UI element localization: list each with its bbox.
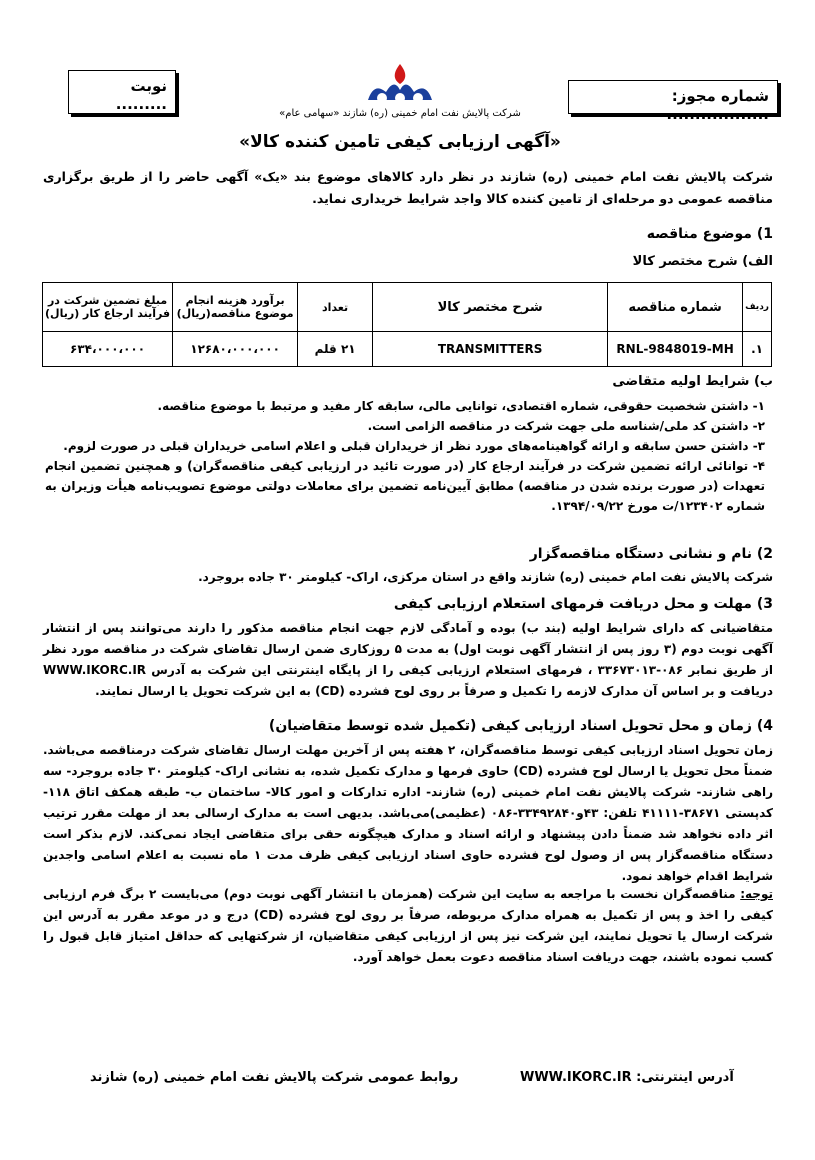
note-label: توجه: [740,887,773,901]
section1-subheading: الف) شرح مختصر کالا [632,254,773,269]
col-qty: تعداد [298,283,373,332]
section1-heading: 1) موضوع مناقصه [646,226,773,242]
company-name: شرکت پالایش نفت امام خمینی (ره) شازند «سهامی عام» [279,108,521,119]
list-item: ۳- داشتن حسن سابقه و ارائه گواهینامه‌های مورد نظر از خریداران قبلی و اعلام اسامی خریداران قبلی در صورت لزوم. [63,439,765,453]
footer-public-relations: روابط عمومی شرکت پالایش نفت امام خمینی (ره) شازند [90,1070,459,1085]
goods-table [42,282,772,367]
footer-website: آدرس اینترنتی: WWW.IKORC.IR [520,1070,734,1085]
company-logo [340,60,460,110]
list-item: ۱- داشتن شخصیت حقوقی، شماره اقتصادی، توانایی مالی، سابقه کار مفید و مرتبط با موضوع مناقصه. [157,399,765,413]
cell-row: ۱. [743,332,772,367]
col-guarantee: مبلغ تضمین شرکت در فرآیند ارجاع کار (ریال) [43,283,173,332]
cell-guarantee: ۶۳۴،۰۰۰،۰۰۰ [43,332,173,367]
permit-number-label: شماره مجوز: .................. [666,87,769,123]
turn-label: نوبت ......... [115,77,167,113]
section2-text: شرکت پالایش نفت امام خمینی (ره) شازند واقع در استان مرکزی، اراک- کیلومتر ۳۰ جاده بروجرد. [198,570,773,584]
cell-qty: ۲۱ قلم [298,332,373,367]
note-text: مناقصه‌گران نخست با مراجعه به سایت این شرکت (همزمان با انتشار آگهی نوبت دوم) می‌بایست ۲ برگ فرم ارزیابی کیفی را اخذ و پس از تکمیل به همراه مدارک مربوطه، صرفاً بر روی لوح فشرده (CD) درج و در موعد مقرر به آدرس این شرکت ارسال یا تحویل نمایند، این شرکت نیز پس از ارزیابی کیفی متقاضیان، از شرکتهایی که حداقل امتیاز قابل قبول را کسب نموده باشند، جهت دریافت اسناد مناقصه دعوت بعمل خواهد آورد. [43,887,773,964]
list-item: ۲- داشتن کد ملی/شناسه ملی جهت شرکت در مناقصه الزامی است. [367,419,765,433]
permit-number-box [568,80,778,123]
section3-heading: 3) مهلت و محل دریافت فرمهای استعلام ارزیابی کیفی [393,596,773,612]
col-row: ردیف [743,283,772,332]
cell-description: TRANSMITTERS [373,332,608,367]
page-title: «آگهی ارزیابی کیفی تامین کننده کالا» [239,132,561,152]
table-row [43,332,772,367]
col-estimate: برآورد هزینه انجام موضوع مناقصه(ریال) [173,283,298,332]
list-item: ۴- توانائی ارائه تضمین شرکت در فرآیند ارجاع کار (در صورت تائید در ارزیابی کیفی مناقصه‌گران) و همچنین تضمین انجام تعهدات (در صورت برنده شدن در مناقصه) مطابق آیین‌نامه تضمین برای معاملات دولتی موضوع تصویب‌نامه هیأت وزیران به شماره ۱۲۳۴۰۲/ت مورخ ۱۳۹۴/۰۹/۲۲. [45,459,765,513]
section3-text: متقاضیانی که دارای شرایط اولیه (بند ب) بوده و آمادگی لازم جهت انجام مناقصه مذکور را دارند می‌توانند پس از انتشار آگهی نوبت دوم (۳ روز پس از انتشار آگهی نوبت اول) به مدت ۵ روزکاری ضمن ارسال تقاضای شرکت در مناقصه مورد نظر از طریق نمابر ۰۸۶-۳۳۶۷۳۰۱۳ ، فرمهای استعلام ارزیابی کیفی را از پایگاه اینترنتی این شرکت به آدرس WWW.IKORC.IR دریافت و بر اساس آن مدارک لازمه را تکمیل و صرفاً بر روی لوح فشرده (CD) به این شرکت تحویل یا ارسال نمایند. [43,621,773,698]
section2-heading: 2) نام و نشانی دستگاه مناقصه‌گزار [529,546,773,562]
turn-box [68,70,176,114]
conditions-list [45,396,765,516]
conditions-heading: ب) شرایط اولیه متقاضی [612,374,773,389]
col-tender-no: شماره مناقصه [608,283,743,332]
cell-tender-no: RNL-9848019-MH [608,332,743,367]
intro-paragraph: شرکت پالایش نفت امام خمینی (ره) شازند در نظر دارد کالاهای موضوع بند «یک» آگهی حاضر را از طریق برگزاری مناقصه عمومی دو مرحله‌ای از تامین کننده کالا واجد شرایط خریداری نماید. [43,169,773,206]
note [43,884,773,968]
section4-text: زمان تحویل اسناد ارزیابی کیفی توسط مناقصه‌گران، ۲ هفته پس از آخرین مهلت ارسال تقاضای شرکت درمناقصه می‌باشد. ضمناً محل تحویل یا ارسال لوح فشرده (CD) حاوی فرمها و مدارک تکمیل شده، به نشانی اراک- کیلومتر ۳۰ جاده بروجرد- سه راهی شازند- شرکت پالایش نفت امام خمینی (ره) شازند- اداره تدارکات و امور کالا- ساختمان ب- طبقه همکف اتاق ۱۱۸- کدپستی ۳۸۶۷۱-۴۱۱۱۱ تلفن: ۴۳و۳۳۴۹۲۸۴۰-۰۸۶ (عظیمی)می‌باشد. بدیهی است به مدارک ارسالی بعد از مهلت مقرر ترتیب اثر داده نخواهد شد ضمناً دادن پیشنهاد و ارائه اسناد و مدارک هیچگونه حقی برای متقاضی ایجاد نمی‌کند. لازم بذکر است دستگاه مناقصه‌گزار پس از وصول لوح فشرده حاوی اسناد ارزیابی کیفی ظرف مدت ۱ ماه نسبت به اعلام اسامی واجدین شرایط اقدام خواهد نمود. [43,743,773,883]
section4-heading: 4) زمان و محل تحویل اسناد ارزیابی کیفی (تکمیل شده توسط متقاضیان) [268,718,773,734]
col-description: شرح مختصر کالا [373,283,608,332]
cell-estimate: ۱۲۶۸۰،۰۰۰،۰۰۰ [173,332,298,367]
